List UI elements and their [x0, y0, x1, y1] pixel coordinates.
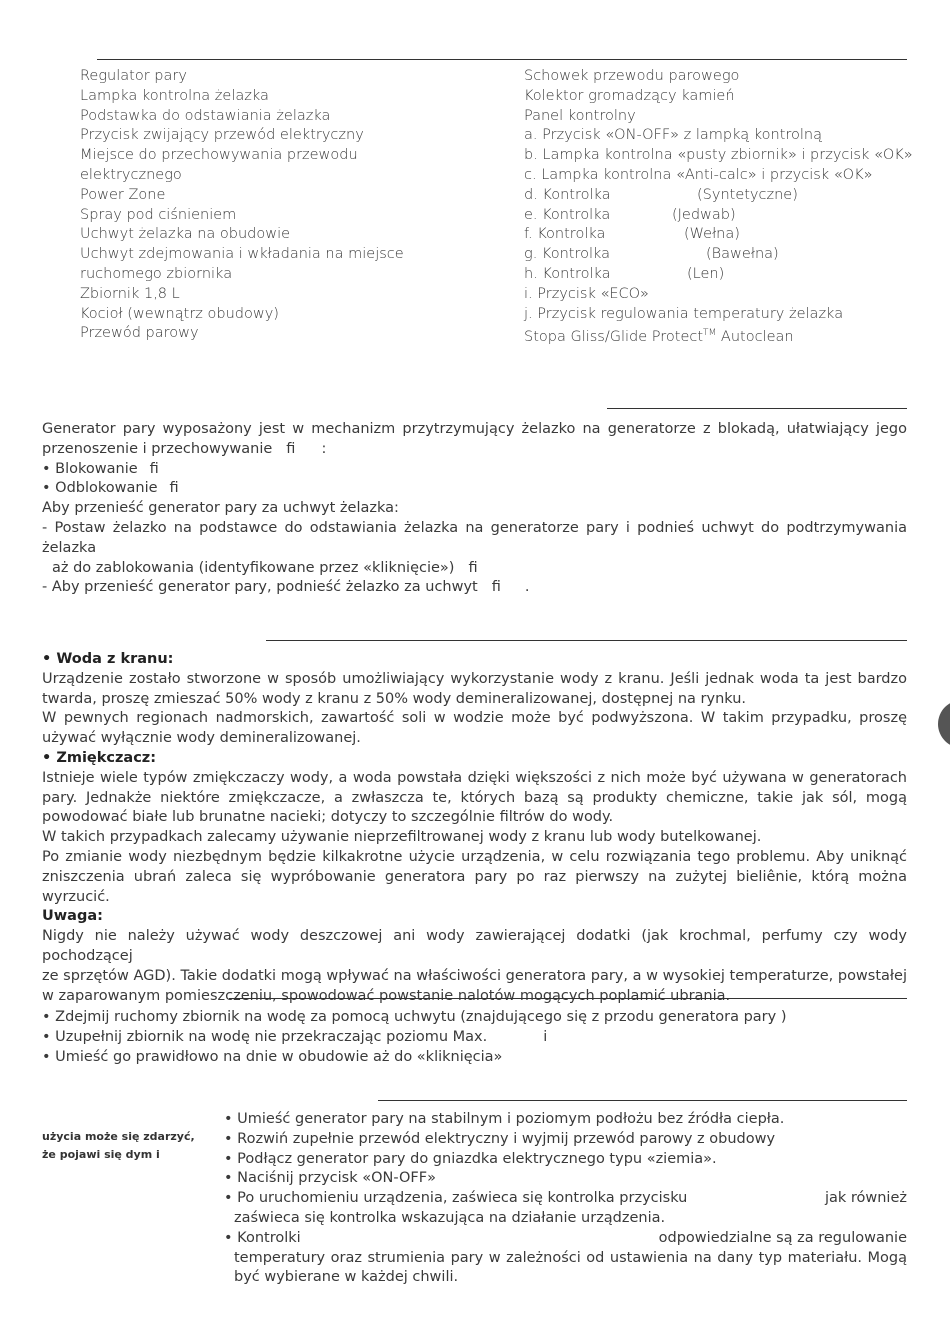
paragraph-line: Po zmianie wody niezbędnym będzie kilkakrotne użycie urządzenia, w celu rozwiązania tego problemu. Aby uniknąć	[42, 848, 907, 865]
paragraph-line: twarda, proszę zmieszać 50% wody z kranu z 50% wody demineralizowanej, dostępnej na rynku.	[42, 690, 747, 707]
paragraph-line: pary. Jednakże niektóre zmiękczacze, a zwłaszcza te, których bazą są produkty chemiczne, takie jak sól, mogą	[42, 789, 907, 806]
water-section	[42, 650, 907, 1006]
paragraph-line: Nigdy nie należy używać wody deszczowej ani wody zawierającej dodatki (jak krochmal, perfumy czy wody pochodzącej	[42, 928, 907, 964]
bullet-item: • Zdejmij ruchomy zbiornik na wodę za pomocą uchwytu (znajdującego się z przodu generatora pary )	[42, 1009, 787, 1025]
list-item	[524, 186, 913, 206]
bullet-item: • Odblokowanie fi	[42, 480, 179, 497]
bullet-item: • Rozwiń zupełnie przewód elektryczny i wyjmij przewód parowy z obudowy	[224, 1130, 776, 1147]
parts-list-right	[524, 67, 913, 348]
list-item	[524, 265, 913, 285]
subheading: • Zmiękczacz:	[42, 749, 157, 766]
bullet-item: • Blokowanie fi	[42, 460, 159, 477]
bullet-item: • Naciśnij przycisk «ON-OFF»	[224, 1170, 436, 1187]
fill-section	[42, 1008, 907, 1067]
dash-item: - Aby przenieść generator pary, podnieść żelazko za uchwyt fi .	[42, 579, 530, 596]
bullet-item: • Uzupełnij zbiornik na wodę nie przekraczając poziomu Max. i	[42, 1028, 548, 1045]
figure-ref: fi	[286, 440, 296, 457]
indicator-label: e. Kontrolka	[524, 206, 611, 223]
parts-list-left	[80, 67, 404, 344]
trademark: TM	[703, 328, 717, 339]
indicator-label: d. Kontrolka	[524, 186, 611, 203]
list-item: i. Przycisk «ECO»	[524, 285, 649, 302]
list-item: Przewód parowy	[80, 325, 199, 342]
list-item: Kolektor gromadzący kamień	[524, 87, 735, 104]
subheading: Uwaga:	[42, 908, 103, 925]
bullet-item-continued: zaświeca się kontrolka wskazująca na działanie urządzenia.	[234, 1209, 666, 1226]
dash-item-continued: aż do zablokowania (identyfikowane przez «kliknięcie») fi	[52, 559, 478, 576]
bullet-item-continued: temperatury oraz strumienia pary w zależności od ustawienia na dany typ materiału. Mogą	[234, 1249, 907, 1266]
lock-section	[42, 420, 907, 598]
fabric-label: (Wełna)	[684, 226, 740, 243]
figure-ref: fi	[468, 559, 478, 576]
list-item: Przycisk zwijający przewód elektryczny	[80, 127, 364, 144]
section-rule	[378, 1100, 907, 1101]
paragraph-line: W takich przypadkach zalecamy używanie nieprzefiltrowanej wody z kranu lub wody butelkowanej.	[42, 829, 762, 846]
indicator-label: h. Kontrolka	[524, 265, 611, 282]
bullet-item: • Po uruchomieniu urządzenia, zaświeca się kontrolka przycisku jak również	[224, 1190, 907, 1207]
figure-ref: fi	[149, 460, 159, 477]
fabric-label: (Bawełna)	[706, 246, 779, 263]
paragraph-line: Generator pary wyposażony jest w mechanizm przytrzymujący żelazko na generatorze z blokadą, ułatwiający jego	[42, 421, 907, 437]
list-item: Power Zone	[80, 186, 166, 203]
paragraph-line: Istnieje wiele typów zmiękczaczy wody, a woda powstała dzięki większości z nich może być używana w generatorach	[42, 769, 907, 786]
paragraph-line: w zaparowanym pomieszczeniu, spowodować powstanie nalotów mogących poplamić ubrania.	[42, 987, 731, 1004]
list-item: Panel kontrolny	[524, 107, 636, 124]
list-item: Zbiornik 1,8 L	[80, 285, 180, 302]
list-item: c. Lampka kontrolna «Anti-calc» i przycisk «OK»	[524, 166, 873, 183]
list-item: Regulator pary	[80, 68, 187, 84]
paragraph-line: Urządzenie zostało stworzone w sposób umożliwiający wykorzystanie wody z kranu. Jeśli jednak woda ta jest bardzo	[42, 670, 907, 687]
list-item: a. Przycisk «ON-OFF» z lampką kontrolną	[524, 127, 822, 144]
subheading: • Woda z kranu:	[42, 651, 174, 667]
section-rule	[229, 998, 907, 999]
list-item: Spray pod ciśnieniem	[80, 206, 237, 223]
list-item: Miejsce do przechowywania przewodu	[80, 147, 358, 164]
paragraph-line: powodować białe lub brunatne nacieki; dotyczy to szczególnie filtrów do wody.	[42, 809, 614, 826]
list-item: Stopa Gliss/Glide Protect™ Autoclean	[524, 328, 794, 346]
page-thumb-tab	[938, 700, 950, 748]
list-item: j. Przycisk regulowania temperatury żelazka	[524, 305, 844, 322]
list-item: ruchomego zbiornika	[80, 265, 233, 282]
paragraph-line: Aby przenieść generator pary za uchwyt żelazka:	[42, 500, 399, 517]
fabric-label: (Syntetyczne)	[697, 186, 798, 203]
fabric-label: (Len)	[687, 265, 725, 282]
header-rule	[97, 59, 907, 60]
indicator-label: f. Kontrolka	[524, 226, 606, 243]
bullet-item: • Podłącz generator pary do gniazdka elektrycznego typu «ziemia».	[224, 1150, 717, 1167]
paragraph-line: przenoszenie i przechowywanie fi :	[42, 440, 327, 457]
list-item: Podstawka do odstawiania żelazka	[80, 107, 331, 124]
list-item	[524, 206, 913, 226]
paragraph-line: używać wyłącznie wody demineralizowanej.	[42, 730, 361, 747]
dash-item: - Postaw żelazko na podstawce do odstawiania żelazka na generatorze pary i podnieś uchwyt do podtrzymywania żelazka	[42, 519, 907, 556]
paragraph-line: ze sprzętów AGD). Takie dodatki mogą wpływać na właściwości generatora pary, a w wysokiej temperaturze, powstałej	[42, 967, 907, 984]
bullet-item: • Umieść go prawidłowo na dnie w obudowie aż do «kliknięcia»	[42, 1048, 503, 1065]
side-note: użycia może się zdarzyć, że pojawi się dym i	[42, 1130, 195, 1161]
bullet-item: • Kontrolki odpowiedzialne są za regulowanie	[224, 1229, 907, 1246]
list-item: Schowek przewodu parowego	[524, 68, 740, 84]
list-item	[524, 245, 913, 265]
bullet-item: • Umieść generator pary na stabilnym i poziomym podłożu bez źródła ciepła.	[224, 1111, 785, 1127]
indicator-label: g. Kontrolka	[524, 246, 611, 263]
start-section	[224, 1110, 907, 1288]
bullet-item-continued: być wybierane w każdej chwili.	[234, 1269, 459, 1286]
list-item: Lampka kontrolna żelazka	[80, 87, 269, 104]
paragraph-line: zniszczenia ubrań zaleca się wypróbowanie generatora pary po raz pierwszy na zużytej bieliênie, którą można wyrzucić.	[42, 868, 907, 905]
figure-ref: fi	[491, 579, 501, 596]
paragraph-line: W pewnych regionach nadmorskich, zawartość soli w wodzie może być podwyższona. W takim przypadku, proszę	[42, 710, 907, 727]
section-rule	[607, 408, 907, 409]
list-item: Kocioł (wewnątrz obudowy)	[80, 305, 279, 322]
figure-ref: fi	[169, 480, 179, 497]
list-item: Uchwyt żelazka na obudowie	[80, 226, 291, 243]
list-item	[524, 225, 913, 245]
section-rule	[266, 640, 907, 641]
fabric-label: (Jedwab)	[672, 206, 736, 223]
list-item: elektrycznego	[80, 166, 182, 183]
list-item: Uchwyt zdejmowania i wkładania na miejsce	[80, 246, 404, 263]
list-item: b. Lampka kontrolna «pusty zbiornik» i przycisk «OK»	[524, 147, 913, 164]
